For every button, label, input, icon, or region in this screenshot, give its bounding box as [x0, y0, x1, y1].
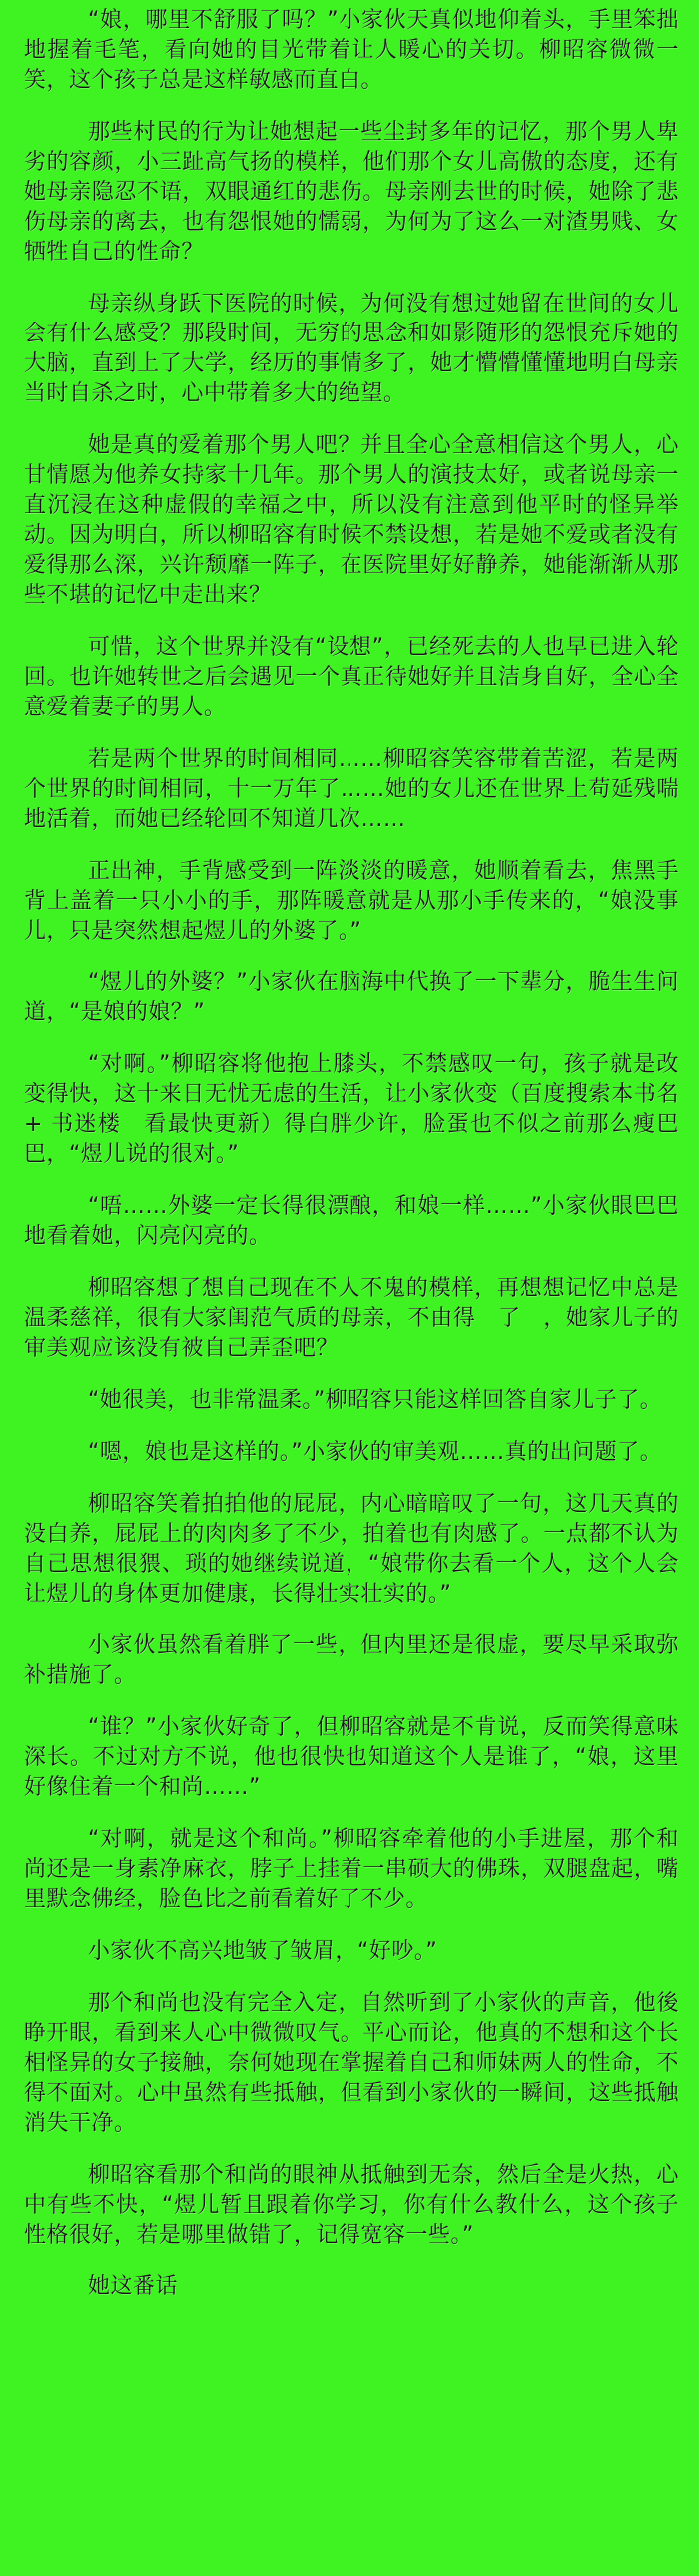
paragraph: 柳昭容笑着拍拍他的屁屁，内心暗暗叹了一句，这几天真的没白养，屁屁上的肉肉多了不少，拍着也有肉感了。一点都不认为自己思想很猥、琐的她继续说道，“娘带你去看一个人，这个人会让煜儿的身体更加健康，长得壮实壮实的。”: [24, 1492, 679, 1607]
paragraph: 那个和尚也没有完全入定，自然听到了小家伙的声音，他後睁开眼，看到来人心中微微叹气。平心而论，他真的不想和这个长相怪异的女子接触，奈何她现在掌握着自己和师妹两人的性命，不得不面对。心中虽然有些抵触，但看到小家伙的一瞬间，这些抵触消失干净。: [24, 1991, 679, 2136]
paragraph: 小家伙不高兴地皱了皱眉，“好吵。”: [88, 1939, 438, 1964]
paragraph: “煜儿的外婆？”小家伙在脑海中代换了一下辈分，脆生生问道，“是娘的娘？”: [24, 970, 679, 1025]
paragraph: “谁？”小家伙好奇了，但柳昭容就是不肯说，反而笑得意味深长。不过对方不说，他也很快也知道这个人是谁了，“娘，这里好像住着一个和尚……”: [24, 1715, 679, 1800]
paragraph: “唔……外婆一定长得很漂酿，和娘一样……”小家伙眼巴巴地看着她，闪亮闪亮的。: [24, 1194, 679, 1249]
paragraph: “对啊，就是这个和尚。”柳昭容牵着他的小手进屋，那个和尚还是一身素净麻衣，脖子上挂着一串硕大的佛珠，双腿盘起，嘴里默念佛经，脸色比之前看着好了不少。: [24, 1827, 679, 1912]
paragraph: “娘，哪里不舒服了吗？”小家伙天真似地仰着头，手里笨拙地握着毛笔，看向她的目光带着让人暖心的关切。柳昭容微微一笑，这个孩子总是这样敏感而直白。: [24, 8, 679, 93]
paragraph: 若是两个世界的时间相同……柳昭容笑容带着苦涩，若是两个世界的时间相同，十一万年了……她的女儿还在世界上苟延残喘地活着，而她已经轮回不知道几次……: [24, 747, 679, 832]
paragraph: “她很美，也非常温柔。”柳昭容只能这样回答自家儿子了。: [88, 1388, 663, 1413]
paragraph: 那些村民的行为让她想起一些尘封多年的记忆，那个男人卑劣的容颜，小三趾高气扬的模样，他们那个女儿高傲的态度，还有她母亲隐忍不语，双眼通红的悲伤。母亲刚去世的时候，她除了悲伤母亲的离去，也有怨恨她的懦弱，为何为了这么一对渣男贱、女牺牲自己的性命？: [24, 120, 679, 265]
paragraph: 她这番话: [88, 2274, 179, 2299]
paragraph: 柳昭容想了想自己现在不人不鬼的模样，再想想记忆中总是温柔慈祥，很有大家闺范气质的母亲，不由得 了 ，她家儿子的审美观应该没有被自己弄歪吧？: [24, 1276, 679, 1361]
paragraph: “对啊。”柳昭容将他抱上膝头，不禁感叹一句，孩子就是改变得快，这十来日无忧无虑的生活，让小家伙变（百度搜索本书名 + 书迷楼 看最快更新）得白胖少许，脸蛋也不似之前那么瘦巴巴，“煜儿说的很对。”: [24, 1052, 679, 1167]
paragraph: 正出神，手背感受到一阵淡淡的暖意，她顺着看去，焦黑手背上盖着一只小小的手，那阵暖意就是从那小手传来的，“娘没事儿，只是突然想起煜儿的外婆了。”: [24, 859, 679, 944]
novel-text: [24, 6, 679, 2302]
paragraph: 母亲纵身跃下医院的时候，为何没有想过她留在世间的女儿会有什么感受？那段时间，无穷的思念和如影随形的怨恨充斥她的大脑，直到上了大学，经历的事情多了，她才懵懵懂懂地明白母亲当时自杀之时，心中带着多大的绝望。: [24, 292, 679, 406]
paragraph: “嗯，娘也是这样的。”小家伙的审美观……真的出问题了。: [88, 1440, 663, 1465]
paragraph: 柳昭容看那个和尚的眼神从抵触到无奈，然后全是火热，心中有些不快，“煜儿暂且跟着你学习，你有什么教什么，这个孩子性格很好，若是哪里做错了，记得宽容一些。”: [24, 2163, 679, 2248]
paragraph: 可惜，这个世界并没有“设想”，已经死去的人也早已进入轮回。也许她转世之后会遇见一个真正待她好并且洁身自好，全心全意爱着妻子的男人。: [24, 635, 679, 720]
paragraph: 她是真的爱着那个男人吧？并且全心全意相信这个男人，心甘情愿为他养女持家十几年。那个男人的演技太好，或者说母亲一直沉浸在这种虚假的幸福之中，所以没有注意到他平时的怪异举动。因为明白，所以柳昭容有时候不禁设想，若是她不爱或者没有爱得那么深，兴许颓靡一阵子，在医院里好好静养，她能渐渐从那些不堪的记忆中走出来？: [24, 433, 679, 608]
paragraph: 小家伙虽然看着胖了一些，但内里还是很虚，要尽早采取弥补措施了。: [24, 1633, 679, 1688]
